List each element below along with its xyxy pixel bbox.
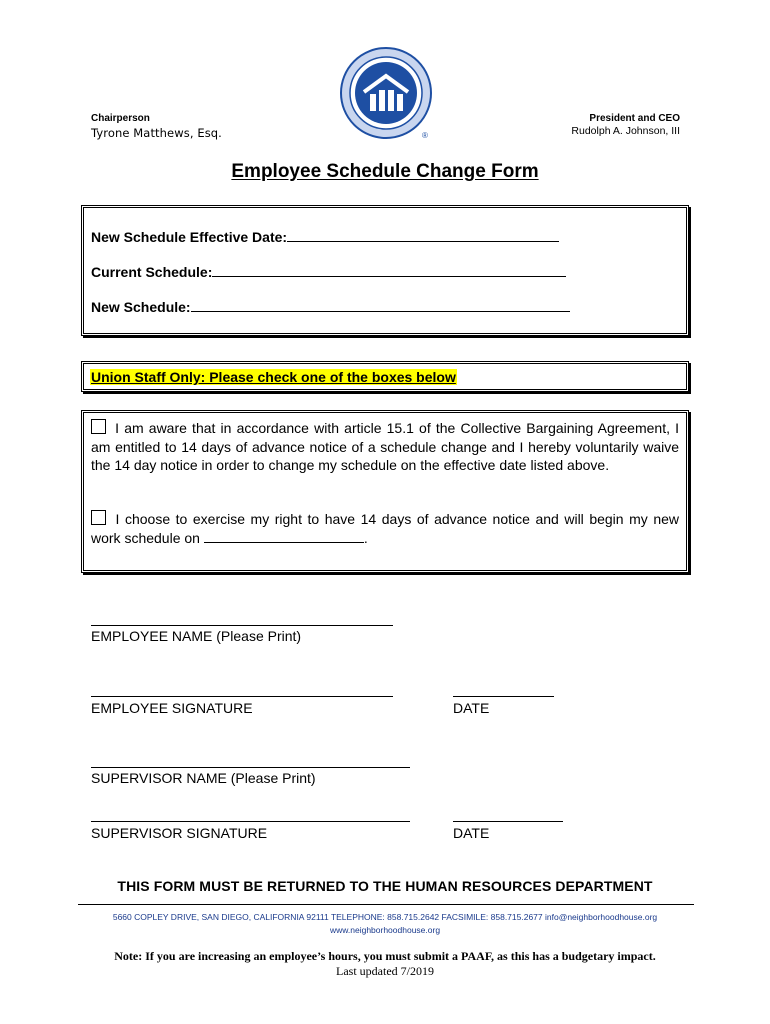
employee-date-line[interactable] — [453, 696, 554, 697]
supervisor-date-line[interactable] — [453, 821, 563, 822]
advance-notice-checkbox[interactable] — [91, 510, 106, 525]
waive-notice-checkbox[interactable] — [91, 419, 106, 434]
ceo-label: President and CEO — [589, 113, 680, 124]
start-date-input[interactable] — [204, 530, 364, 543]
chairperson-label: Chairperson — [91, 113, 150, 124]
employee-signature-line[interactable] — [91, 696, 393, 697]
employee-signature-label: EMPLOYEE SIGNATURE — [91, 700, 253, 716]
current-schedule-label: Current Schedule — [91, 264, 208, 280]
effective-date-input[interactable] — [287, 229, 559, 242]
budget-note: Note: If you are increasing an employee’s hours, you must submit a PAAF, as this has a budgetary impact. — [114, 949, 656, 963]
union-heading: Union Staff Only: Please check one of the boxes below — [91, 369, 456, 385]
ceo-name: Rudolph A. Johnson, III — [571, 125, 680, 137]
employee-name-label: EMPLOYEE NAME (Please Print) — [91, 628, 302, 644]
new-schedule-label: New Schedule — [91, 299, 186, 315]
employee-date-label: DATE — [453, 700, 490, 716]
last-updated: Last updated 7/2019 — [336, 964, 434, 978]
address-line: 5660 COPLEY DRIVE, SAN DIEGO, CALIFORNIA 92111 TELEPHONE: 858.715.2642 FACSIMILE: 858.715.2677 info@neighborhoodhouse.org — [112, 912, 658, 922]
supervisor-name-line[interactable] — [91, 767, 410, 768]
employee-name-line[interactable] — [91, 625, 393, 626]
waive-notice-text: I am aware that in accordance with article 15.1 of the Collective Bargaining Agreement, I am entitled to 14 days of advance notice of a schedule change and I hereby voluntarily waive the 14 day notice in order to change my schedule on the effective date listed above. — [91, 420, 680, 473]
new-schedule-input[interactable] — [191, 299, 570, 312]
effective-date-label: New Schedule Effective Date — [91, 229, 283, 245]
new-schedule-field[interactable]: New Schedule: — [91, 299, 570, 315]
website-link[interactable]: www.neighborhoodhouse.org — [329, 925, 441, 935]
supervisor-name-label: SUPERVISOR NAME (Please Print) — [91, 770, 316, 786]
organization-logo — [338, 46, 436, 144]
effective-date-field[interactable]: New Schedule Effective Date: — [91, 229, 559, 245]
current-schedule-input[interactable] — [212, 264, 566, 277]
logo-registered-mark: ® — [422, 131, 428, 140]
advance-notice-text: I choose to exercise my right to have 14 days of advance notice and will begin my new work schedule on — [91, 511, 680, 546]
supervisor-signature-line[interactable] — [91, 821, 410, 822]
waive-notice-option — [91, 419, 679, 475]
current-schedule-field[interactable]: Current Schedule: — [91, 264, 566, 280]
chairperson-name: Tyrone Matthews, Esq. — [91, 126, 222, 140]
footer-divider — [78, 904, 694, 905]
return-form-notice: THIS FORM MUST BE RETURNED TO THE HUMAN RESOURCES DEPARTMENT — [117, 878, 653, 894]
supervisor-signature-label: SUPERVISOR SIGNATURE — [91, 825, 268, 841]
supervisor-date-label: DATE — [453, 825, 490, 841]
page-title: Employee Schedule Change Form — [231, 161, 539, 182]
logo-seal-icon — [338, 46, 436, 144]
advance-notice-option: I choose to exercise my right to have 14 days of advance notice and will begin my new work schedule on . — [91, 511, 680, 546]
